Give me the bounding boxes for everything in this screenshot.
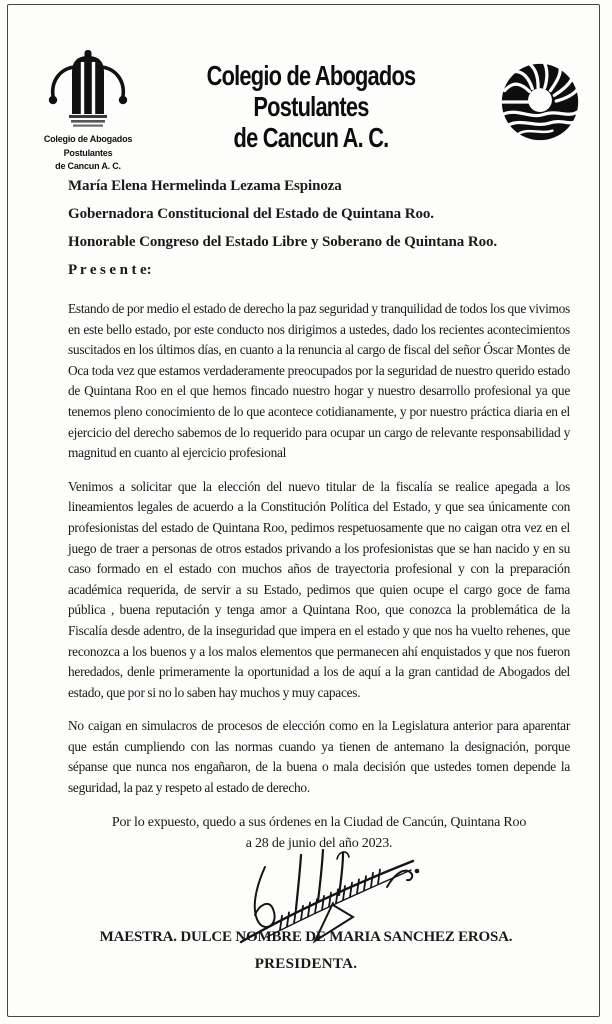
recipient-name: María Elena Hermelinda Lezama Espinoza: [68, 178, 342, 194]
letter-paragraph-3: No caigan en simulacros de procesos de elección como en la Legislatura anterior para aparentar que están cumpliendo con las normas cuando ya tienen de antemano la designación, porque sépanse que nunca nos engañaron, de la buena o mala decisión que ustedes tomen depende la seguridad, la paz y respeto al estado de derecho.: [68, 718, 570, 796]
signer-name: MAESTRA. DULCE NOMBRE DE MARIA SANCHEZ EROSA.: [99, 929, 513, 945]
closing-date: a 28 de junio del año 2023.: [245, 835, 393, 851]
letter-paragraph-2: Venimos a solicitar que la elección del nuevo titular de la fiscalía se realice apegada a los lineamientos legales de acuerdo a la Constitución Política del Estado, y que sea únicamente con profesionistas del estado de Quintana Roo, pedimos respetuosamente que no caigan otra vez en el juego de traer a personas de otros estados privando a los profesionistas que se han nacido y en su caso formado en el estado con muchos años de trayectoria profesional y con la preparación académica requerida, de servir a su Estado, pedimos que quien ocupe el cargo goce de fama pública , buena reputación y tenga amor a Quintana Roo, que conozca la problemática de la Fiscalía desde adentro, de la inseguridad que impera en el estado y que nos ha vuelto rehenes, que reconozca a los buenos y a los malos elementos que permanecen ahí enquistados y que nos fueron heredados, denle primeramente la oportunidad a los de aquí a la gran cantidad de Abogados del estado, que por si no lo saben hay muchos y muy capaces.: [68, 478, 570, 700]
recipient-office: Gobernadora Constitucional del Estado de Quintana Roo.: [68, 206, 434, 222]
letter-paragraph-1: Estando de por medio el estado de derecho la paz seguridad y tranquilidad de todos los que vivimos en este bello estado, por este conducto nos dirigimos a ustedes, dado los recientes acontecimientos suscitados en los últimos días, en cuanto a la renuncia al cargo de fiscal del señor Óscar Montes de Oca toda vez que estamos verdaderamente preocupados por la seguridad de nuestro querido estado de Quintana Roo en el que hemos fincado nuestro hogar y nuestro desarrollo profesional ya que tenemos pleno conocimiento de lo que acontece cotidianamente, y por nuestro práctica diaria en el ejercicio del derecho sabemos de lo requerido para ocupar un cargo de relevante responsabilidad y magnitud en cuanto al ejercicio profesional: [68, 301, 570, 461]
closing-block: [68, 812, 570, 854]
left-logo-caption-line: de Cancun A. C.: [55, 161, 121, 171]
left-logo: [34, 50, 142, 173]
right-logo: [498, 60, 582, 149]
organization-title-line2: de Cancun A. C.: [233, 122, 389, 153]
left-logo-caption-line: Postulantes: [63, 147, 113, 158]
left-logo-caption-line: Colegio de Abogados: [43, 134, 133, 144]
organization-title: [159, 60, 463, 153]
recipient-congress: Honorable Congreso del Estado Libre y Soberano de Quintana Roo.: [68, 234, 498, 250]
closing-line: Por lo expuesto, quedo a sus órdenes en la Ciudad de Cancún, Quintana Roo: [111, 814, 527, 830]
sun-wave-seal-icon: [498, 60, 582, 144]
signer-role: PRESIDENTA.: [254, 956, 358, 972]
columns-monument-icon: [36, 50, 140, 132]
salutation: P r e s e n t e:: [68, 262, 152, 278]
organization-title-line1: Colegio de Abogados Postulantes: [206, 60, 416, 122]
letter-content: [68, 172, 570, 854]
recipient-block: [68, 172, 570, 284]
